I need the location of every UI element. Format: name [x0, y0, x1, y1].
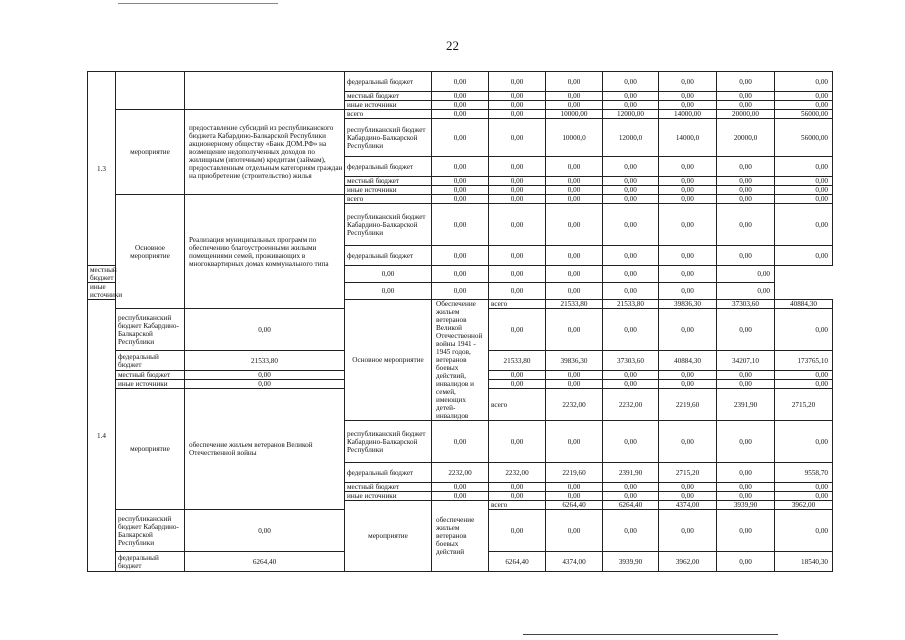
table-row: [88, 110, 833, 119]
year-value-cell: 0,00: [546, 483, 603, 492]
year-value-cell: 0,00: [659, 283, 717, 300]
year-value-cell: 0,00: [432, 186, 489, 195]
year-value-cell: 0,00: [603, 421, 659, 463]
year-value-cell: 0,00: [432, 92, 489, 101]
year-value-cell: 0,00: [603, 492, 659, 501]
year-value-cell: 0,00: [489, 119, 546, 157]
year-value-cell: 0,00: [432, 246, 489, 266]
year-value-cell: 0,00: [603, 283, 659, 300]
funding-source-cell: всего: [345, 195, 432, 204]
year-value-cell: 0,00: [432, 266, 489, 283]
funding-source-cell: иные источники: [345, 101, 432, 110]
year-value-cell: 0,00: [603, 72, 659, 92]
total-value-cell: 0,00: [775, 92, 833, 101]
year-value-cell: 0,00: [603, 371, 659, 380]
year-value-cell: 0,00: [546, 283, 603, 300]
year-value-cell: 0,00: [603, 195, 659, 204]
year-value-cell: 0,00: [659, 492, 717, 501]
activity-type-cell: Основное мероприятие: [345, 300, 432, 421]
year-value-cell: 0,00: [546, 246, 603, 266]
funding-source-cell: федеральный бюджет: [116, 552, 185, 572]
activity-description-cell: [185, 72, 345, 110]
year-value-cell: 0,00: [185, 510, 345, 552]
year-value-cell: 2232,00: [603, 389, 659, 421]
year-value-cell: 0,00: [546, 309, 603, 351]
funding-source-cell: федеральный бюджет: [345, 246, 432, 266]
year-value-cell: 2232,00: [546, 389, 603, 421]
activity-type-cell: мероприятие: [345, 501, 432, 572]
year-value-cell: 0,00: [546, 195, 603, 204]
year-value-cell: 0,00: [489, 92, 546, 101]
activity-description-cell: Обеспечение жильем ветеранов Великой Отечественной войны 1941 - 1945 годов, ветеранов боевых действий, инвалидов и семей, имеющих детей-инвалидов: [432, 300, 489, 421]
year-value-cell: 3939,90: [717, 501, 775, 510]
year-value-cell: 0,00: [489, 380, 546, 389]
year-value-cell: 0,00: [659, 157, 717, 177]
year-value-cell: 0,00: [659, 92, 717, 101]
year-value-cell: 0,00: [659, 177, 717, 186]
total-value-cell: 0,00: [775, 246, 833, 266]
year-value-cell: 2232,00: [432, 463, 489, 483]
total-value-cell: 0,00: [775, 492, 833, 501]
funding-source-cell: федеральный бюджет: [345, 72, 432, 92]
year-value-cell: 0,00: [717, 101, 775, 110]
year-value-cell: 0,00: [432, 204, 489, 246]
year-value-cell: 0,00: [546, 492, 603, 501]
year-value-cell: 0,00: [717, 483, 775, 492]
year-value-cell: 0,00: [717, 157, 775, 177]
funding-source-cell: местный бюджет: [116, 371, 185, 380]
year-value-cell: 0,00: [432, 119, 489, 157]
row-id-cell: 1.3: [88, 72, 116, 266]
total-value-cell: 18540,30: [775, 552, 833, 572]
year-value-cell: 21533,80: [546, 300, 603, 309]
budget-table: [87, 71, 833, 572]
total-value-cell: 0,00: [775, 157, 833, 177]
total-value-cell: 56000,00: [775, 110, 833, 119]
year-value-cell: 40884,30: [659, 351, 717, 371]
total-value-cell: 0,00: [775, 186, 833, 195]
year-value-cell: 0,00: [489, 421, 546, 463]
year-value-cell: 39836,30: [659, 300, 717, 309]
year-value-cell: 0,00: [489, 510, 546, 552]
year-value-cell: 0,00: [659, 510, 717, 552]
year-value-cell: 0,00: [717, 421, 775, 463]
year-value-cell: 0,00: [489, 110, 546, 119]
year-value-cell: 0,00: [432, 157, 489, 177]
year-value-cell: 0,00: [659, 186, 717, 195]
year-value-cell: 37303,60: [717, 300, 775, 309]
activity-description-cell: предоставление субсидий из республиканского бюджета Кабардино-Балкарской Республики акционерному обществу «Банк ДОМ.РФ» на возмещение недополученных доходов по жилищным (ипотечным) кредитам (займам), предоставленным отдельным категориям граждан на приобретение (строительство) жилья: [185, 110, 345, 195]
year-value-cell: 0,00: [432, 101, 489, 110]
year-value-cell: 3939,90: [603, 552, 659, 572]
year-value-cell: 0,00: [546, 72, 603, 92]
year-value-cell: 0,00: [659, 246, 717, 266]
funding-source-cell: республиканский бюджет Кабардино-Балкарской Республики: [116, 510, 185, 552]
year-value-cell: 0,00: [432, 195, 489, 204]
year-value-cell: 0,00: [659, 101, 717, 110]
total-value-cell: 56000,00: [775, 119, 833, 157]
year-value-cell: 0,00: [489, 204, 546, 246]
year-value-cell: 21533,80: [603, 300, 659, 309]
activity-description-cell: обеспечение жильем ветеранов боевых действий: [432, 501, 489, 572]
total-value-cell: 0,00: [775, 380, 833, 389]
year-value-cell: 39836,30: [546, 351, 603, 371]
year-value-cell: 0,00: [717, 380, 775, 389]
year-value-cell: 0,00: [659, 195, 717, 204]
year-value-cell: 0,00: [717, 186, 775, 195]
funding-source-cell: всего: [489, 300, 546, 309]
year-value-cell: 0,00: [546, 421, 603, 463]
year-value-cell: 0,00: [659, 204, 717, 246]
year-value-cell: 6264,40: [185, 552, 345, 572]
activity-type-cell: мероприятие: [116, 389, 185, 510]
year-value-cell: 0,00: [546, 177, 603, 186]
total-value-cell: 0,00: [775, 195, 833, 204]
year-value-cell: 0,00: [546, 186, 603, 195]
year-value-cell: 0,00: [603, 380, 659, 389]
year-value-cell: 0,00: [603, 186, 659, 195]
funding-source-cell: республиканский бюджет Кабардино-Балкарской Республики: [345, 421, 432, 463]
funding-source-cell: всего: [489, 389, 546, 421]
year-value-cell: 0,00: [659, 266, 717, 283]
year-value-cell: 0,00: [489, 72, 546, 92]
activity-type-cell: [116, 72, 185, 110]
top-scan-mark: [118, 0, 278, 4]
funding-source-cell: республиканский бюджет Кабардино-Балкарской Республики: [345, 119, 432, 157]
year-value-cell: 0,00: [603, 246, 659, 266]
page-number: 22: [446, 38, 459, 53]
year-value-cell: 0,00: [717, 246, 775, 266]
year-value-cell: 3962,00: [775, 501, 833, 510]
total-value-cell: 0,00: [775, 371, 833, 380]
year-value-cell: 0,00: [717, 510, 775, 552]
year-value-cell: 20000,00: [717, 110, 775, 119]
year-value-cell: 2219,60: [659, 389, 717, 421]
year-value-cell: 0,00: [489, 101, 546, 110]
total-value-cell: 0,00: [775, 72, 833, 92]
year-value-cell: 0,00: [546, 101, 603, 110]
total-value-cell: 0,00: [775, 204, 833, 246]
total-value-cell: 0,00: [775, 510, 833, 552]
year-value-cell: 0,00: [603, 177, 659, 186]
year-value-cell: 4374,00: [546, 552, 603, 572]
year-value-cell: 3962,00: [659, 552, 717, 572]
year-value-cell: 0,00: [603, 204, 659, 246]
year-value-cell: 0,00: [185, 309, 345, 351]
year-value-cell: 0,00: [717, 195, 775, 204]
year-value-cell: 0,00: [659, 380, 717, 389]
funding-source-cell: федеральный бюджет: [345, 157, 432, 177]
year-value-cell: 0,00: [185, 371, 345, 380]
funding-source-cell: местный бюджет: [345, 92, 432, 101]
funding-source-cell: иные источники: [116, 380, 185, 389]
funding-source-cell: иные источники: [345, 492, 432, 501]
row-id-cell: 1.4: [88, 300, 116, 572]
funding-source-cell: федеральный бюджет: [345, 463, 432, 483]
funding-source-cell: местный бюджет: [88, 266, 116, 283]
table-row: [88, 72, 833, 92]
year-value-cell: 0,00: [489, 195, 546, 204]
year-value-cell: 0,00: [489, 246, 546, 266]
year-value-cell: 4374,00: [659, 501, 717, 510]
year-value-cell: 0,00: [717, 204, 775, 246]
year-value-cell: 12000,00: [603, 110, 659, 119]
year-value-cell: 0,00: [432, 110, 489, 119]
year-value-cell: 37303,60: [603, 351, 659, 371]
total-value-cell: 9558,70: [775, 463, 833, 483]
year-value-cell: 0,00: [659, 72, 717, 92]
year-value-cell: 0,00: [603, 157, 659, 177]
year-value-cell: 34207,10: [717, 351, 775, 371]
total-value-cell: 173765,10: [775, 351, 833, 371]
activity-type-cell: Основное мероприятие: [116, 195, 185, 309]
year-value-cell: 0,00: [345, 283, 432, 300]
year-value-cell: 0,00: [717, 492, 775, 501]
bottom-scan-line: [523, 634, 778, 635]
funding-source-cell: федеральный бюджет: [116, 351, 185, 371]
year-value-cell: 0,00: [546, 92, 603, 101]
year-value-cell: 0,00: [603, 92, 659, 101]
table-row: [88, 195, 833, 204]
year-value-cell: 0,00: [489, 309, 546, 351]
year-value-cell: 21533,80: [185, 351, 345, 371]
activity-description-cell: обеспечение жильем ветеранов Великой Отечественной войны: [185, 389, 345, 510]
funding-source-cell: иные источники: [88, 283, 116, 300]
year-value-cell: 0,00: [489, 157, 546, 177]
year-value-cell: 0,00: [659, 483, 717, 492]
year-value-cell: 14000,0: [659, 119, 717, 157]
year-value-cell: 0,00: [603, 309, 659, 351]
year-value-cell: 0,00: [659, 371, 717, 380]
year-value-cell: 0,00: [717, 309, 775, 351]
year-value-cell: 0,00: [659, 309, 717, 351]
year-value-cell: 0,00: [717, 177, 775, 186]
year-value-cell: 0,00: [603, 101, 659, 110]
year-value-cell: 6264,40: [603, 501, 659, 510]
total-value-cell: 0,00: [775, 309, 833, 351]
year-value-cell: 0,00: [432, 283, 489, 300]
total-value-cell: 0,00: [775, 421, 833, 463]
year-value-cell: 2232,00: [489, 463, 546, 483]
funding-source-cell: всего: [489, 501, 546, 510]
year-value-cell: 0,00: [489, 266, 546, 283]
year-value-cell: 0,00: [489, 177, 546, 186]
year-value-cell: 6264,40: [546, 501, 603, 510]
year-value-cell: 2715,20: [659, 463, 717, 483]
year-value-cell: 0,00: [432, 492, 489, 501]
year-value-cell: 0,00: [432, 72, 489, 92]
year-value-cell: 0,00: [432, 483, 489, 492]
year-value-cell: 10000,0: [546, 119, 603, 157]
year-value-cell: 0,00: [717, 72, 775, 92]
year-value-cell: 0,00: [185, 380, 345, 389]
funding-source-cell: местный бюджет: [345, 177, 432, 186]
year-value-cell: 20000,0: [717, 119, 775, 157]
year-value-cell: 0,00: [432, 421, 489, 463]
year-value-cell: 6264,40: [489, 552, 546, 572]
year-value-cell: 0,00: [546, 380, 603, 389]
year-value-cell: 21533,80: [489, 351, 546, 371]
funding-source-cell: иные источники: [345, 186, 432, 195]
year-value-cell: 0,00: [603, 266, 659, 283]
year-value-cell: 0,00: [489, 492, 546, 501]
year-value-cell: 12000,0: [603, 119, 659, 157]
total-value-cell: 0,00: [775, 483, 833, 492]
year-value-cell: 0,00: [345, 266, 432, 283]
year-value-cell: 0,00: [489, 283, 546, 300]
year-value-cell: 2391,90: [603, 463, 659, 483]
year-value-cell: 0,00: [432, 177, 489, 186]
funding-source-cell: республиканский бюджет Кабардино-Балкарской Республики: [116, 309, 185, 351]
year-value-cell: 2219,60: [546, 463, 603, 483]
year-value-cell: 0,00: [717, 552, 775, 572]
year-value-cell: 40884,30: [775, 300, 833, 309]
year-value-cell: 0,00: [546, 266, 603, 283]
year-value-cell: 0,00: [546, 157, 603, 177]
funding-source-cell: всего: [345, 110, 432, 119]
year-value-cell: 0,00: [603, 483, 659, 492]
year-value-cell: 2391,90: [717, 389, 775, 421]
activity-description-cell: Реализация муниципальных программ по обеспечению благоустроенными жилыми помещениями семей, проживающих в многоквартирных домах коммунального типа: [185, 195, 345, 309]
activity-type-cell: мероприятие: [116, 110, 185, 195]
total-value-cell: 0,00: [775, 177, 833, 186]
year-value-cell: 14000,00: [659, 110, 717, 119]
year-value-cell: 0,00: [717, 463, 775, 483]
year-value-cell: 0,00: [489, 483, 546, 492]
year-value-cell: 10000,00: [546, 110, 603, 119]
year-value-cell: 0,00: [546, 371, 603, 380]
year-value-cell: 0,00: [546, 204, 603, 246]
funding-source-cell: республиканский бюджет Кабардино-Балкарской Республики: [345, 204, 432, 246]
year-value-cell: 0,00: [717, 371, 775, 380]
year-value-cell: 0,00: [659, 421, 717, 463]
total-value-cell: 0,00: [717, 283, 775, 300]
year-value-cell: 0,00: [603, 510, 659, 552]
year-value-cell: 0,00: [717, 92, 775, 101]
total-value-cell: 0,00: [775, 101, 833, 110]
funding-source-cell: местный бюджет: [345, 483, 432, 492]
total-value-cell: 0,00: [717, 266, 775, 283]
year-value-cell: 2715,20: [775, 389, 833, 421]
year-value-cell: 0,00: [489, 371, 546, 380]
year-value-cell: 0,00: [546, 510, 603, 552]
year-value-cell: 0,00: [489, 186, 546, 195]
